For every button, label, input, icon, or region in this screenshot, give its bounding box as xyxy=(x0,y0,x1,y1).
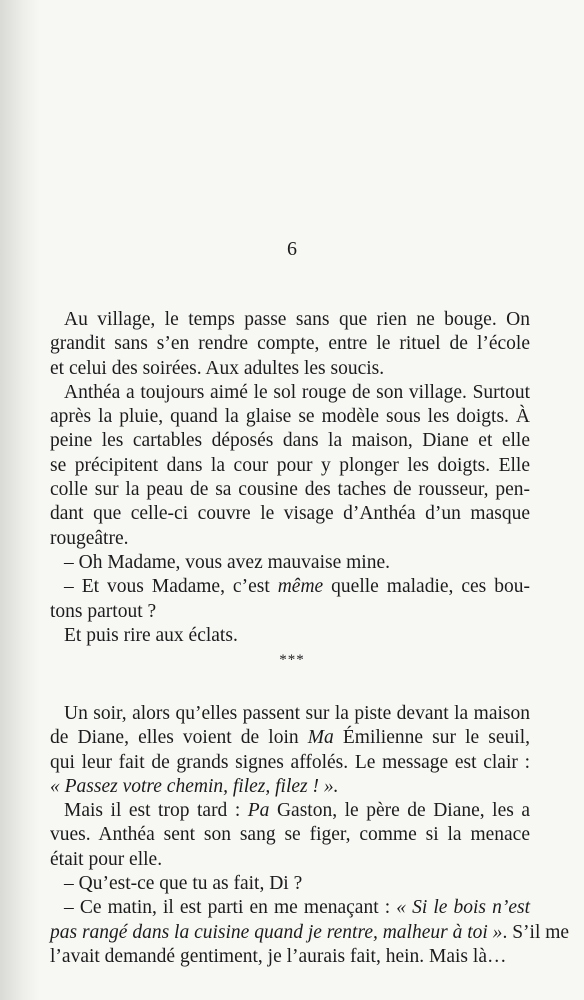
line-text: Émilienne sur le seuil, xyxy=(333,727,530,749)
text-line xyxy=(50,551,530,575)
line-text: grandit sans s’en rendre compte, entre le rituel de l’école xyxy=(50,333,530,355)
italic-text: même xyxy=(277,576,324,598)
text-line xyxy=(50,872,530,896)
text-line xyxy=(50,502,530,526)
page-gutter-shadow xyxy=(0,0,40,1000)
italic-text: « Passez votre chemin, filez, filez ! ». xyxy=(50,775,339,797)
line-text: colle sur la peau de sa cousine des taches de rousseur, pen- xyxy=(50,479,530,501)
line-text: – Oh Madame, vous avez mauvaise mine. xyxy=(64,551,390,573)
line-text: de Diane, elles voient de loin xyxy=(50,727,308,749)
line-text: Gaston, le père de Diane, les a xyxy=(269,800,530,822)
text-line xyxy=(50,799,530,823)
text-line xyxy=(50,945,530,969)
line-text: après la pluie, quand la glaise se modèle sous les doigts. À xyxy=(50,406,530,428)
line-text: – Qu’est-ce que tu as fait, Di ? xyxy=(64,873,303,895)
text-line xyxy=(50,454,530,478)
italic-text: pas rangé dans la cuisine quand je rentre, malheur à toi » xyxy=(50,921,503,943)
line-text: l’avait demandé gentiment, je l’aurais fait, hein. Mais là… xyxy=(50,945,507,967)
line-text: était pour elle. xyxy=(50,848,163,870)
text-section-1 xyxy=(50,308,530,648)
text-line xyxy=(50,751,530,775)
text-line xyxy=(50,600,530,624)
italic-text: Pa xyxy=(247,800,270,822)
text-line xyxy=(50,527,530,551)
text-line xyxy=(50,405,530,429)
text-line xyxy=(50,896,530,920)
text-line xyxy=(50,308,530,332)
text-line xyxy=(50,332,530,356)
text-line xyxy=(50,357,530,381)
line-text: Et puis rire aux éclats. xyxy=(64,624,238,646)
line-text: Mais il est trop tard : xyxy=(64,800,248,822)
line-text: dant que celle-ci couvre le visage d’Anthéa d’un masque xyxy=(50,503,530,525)
text-line xyxy=(50,381,530,405)
text-line xyxy=(50,726,530,750)
line-text: Au village, le temps passe sans que rien ne bouge. On xyxy=(64,309,530,330)
line-text: qui leur fait de grands signes affolés. Le message est clair : xyxy=(50,751,530,773)
text-line xyxy=(50,848,530,872)
line-text: Un soir, alors qu’elles passent sur la piste devant la maison xyxy=(64,703,530,724)
line-text: peine les cartables déposés dans la maison, Diane et elle xyxy=(50,430,530,452)
line-text: – Ce matin, il est parti en me menaçant : xyxy=(64,897,397,919)
line-text: se précipitent dans la cour pour y plonger les doigts. Elle xyxy=(50,454,530,476)
text-line xyxy=(50,775,530,799)
line-text: quelle maladie, ces bou- xyxy=(323,576,530,598)
text-line xyxy=(50,921,570,945)
line-text: vues. Anthéa sent son sang se figer, comme si la menace xyxy=(50,824,530,846)
text-section-2 xyxy=(50,702,570,969)
line-text: et celui des soirées. Aux adultes les soucis. xyxy=(50,357,385,379)
text-line xyxy=(50,478,530,502)
chapter-number: 6 xyxy=(287,238,297,260)
text-line xyxy=(50,624,530,648)
line-text: rougeâtre. xyxy=(50,527,129,549)
line-text: tons partout ? xyxy=(50,600,157,622)
text-line xyxy=(50,575,530,599)
italic-text: Ma xyxy=(307,727,334,749)
section-separator: *** xyxy=(279,652,305,668)
line-text: – Et vous Madame, c’est xyxy=(64,576,278,598)
line-text: . S’il me xyxy=(502,921,570,943)
line-text: Anthéa a toujours aimé le sol rouge de son village. Surtout xyxy=(64,381,530,403)
italic-text: « Si le bois n’est xyxy=(396,897,530,919)
text-line xyxy=(50,702,530,726)
text-line xyxy=(50,823,530,847)
text-line xyxy=(50,429,530,453)
